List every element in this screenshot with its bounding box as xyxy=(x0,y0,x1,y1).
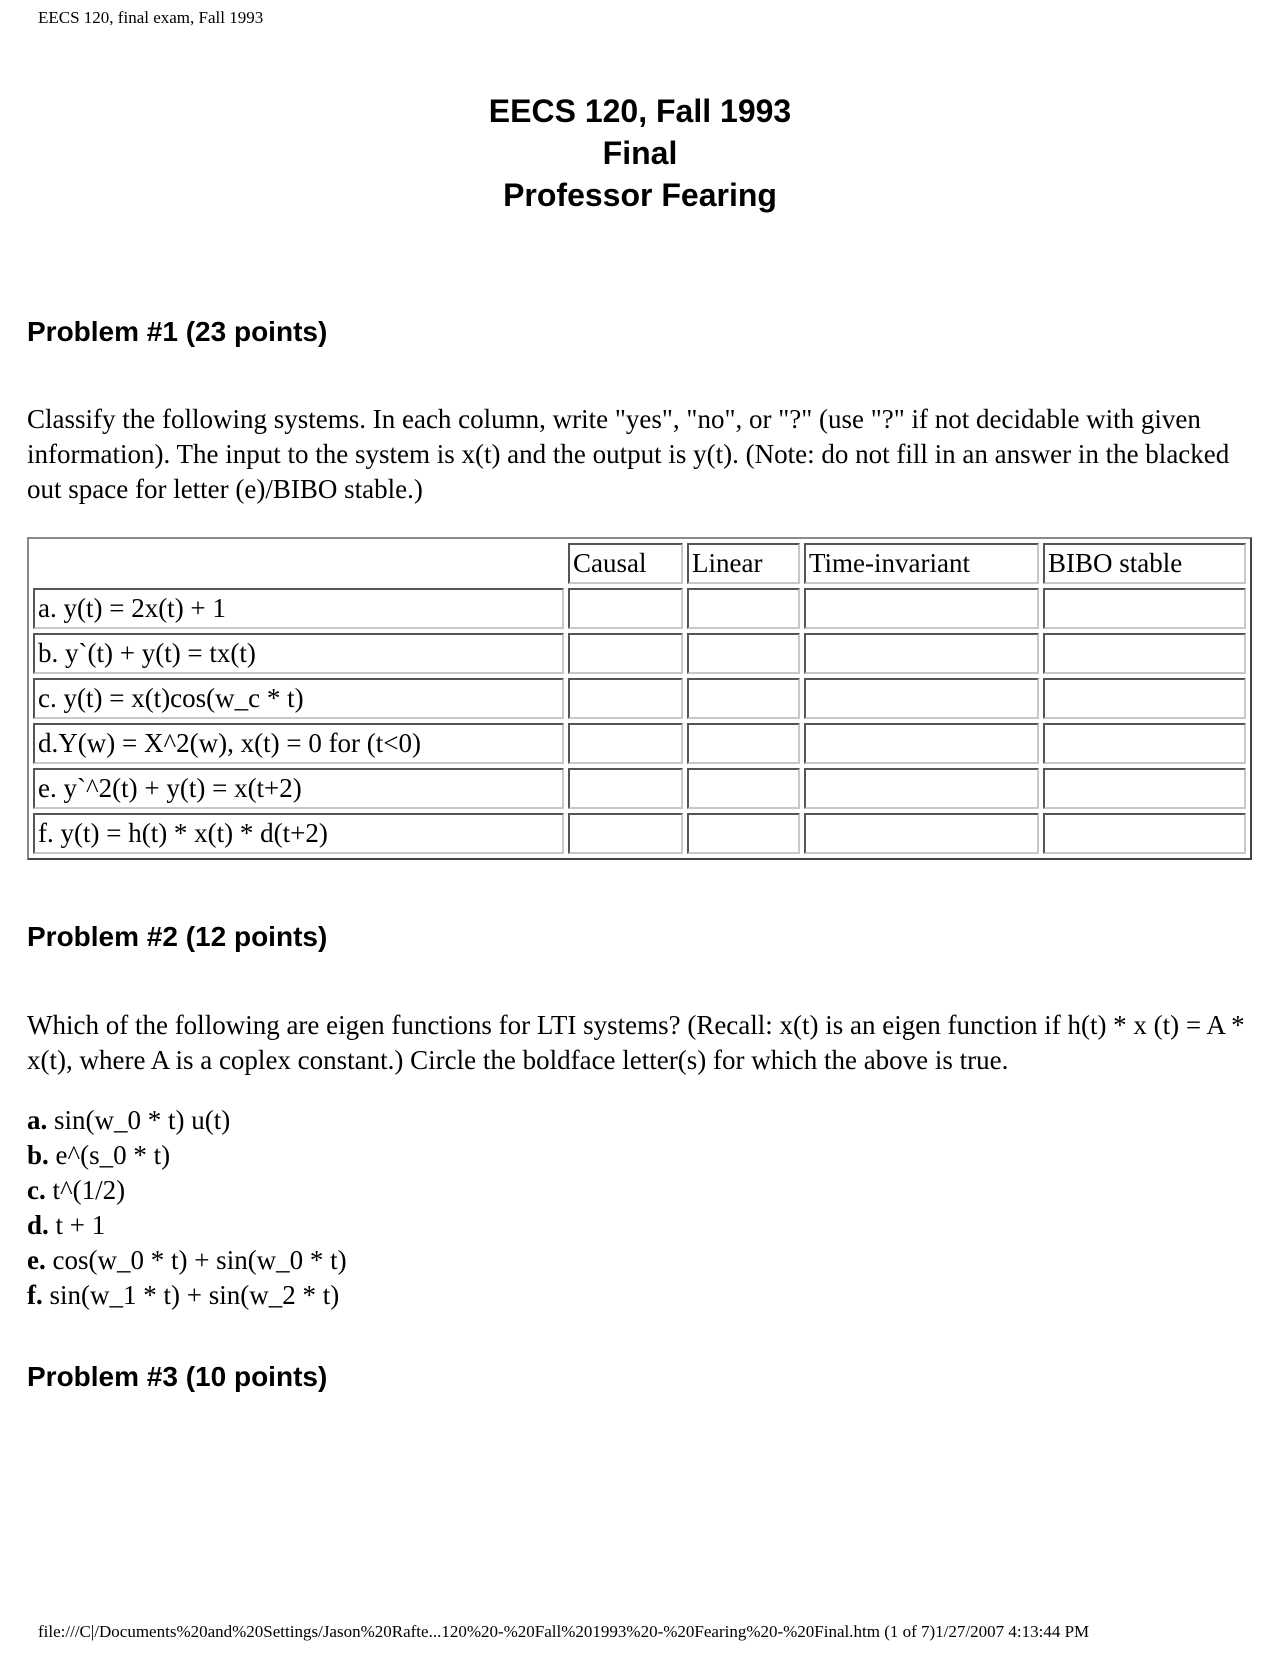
list-item xyxy=(27,1138,347,1173)
answer-cell-causal[interactable] xyxy=(568,678,683,719)
table-header-row xyxy=(33,543,1246,584)
list-item xyxy=(27,1103,347,1138)
answer-cell-time-invariant[interactable] xyxy=(804,633,1039,674)
column-header-bibo-stable: BIBO stable xyxy=(1043,543,1246,584)
answer-cell-causal[interactable] xyxy=(568,768,683,809)
page-footer: file:///C|/Documents%20and%20Settings/Jason%20Rafte...120%20-%20Fall%201993%20-%20Fearing%20-%20Final.htm (1 of 7)1/27/2007 4:13:44 PM xyxy=(38,1622,1090,1641)
column-header-causal: Causal xyxy=(568,543,683,584)
option-text: sin(w_1 * t) + sin(w_2 * t) xyxy=(49,1280,340,1310)
option-text: sin(w_0 * t) u(t) xyxy=(54,1105,231,1135)
option-letter[interactable]: a. xyxy=(27,1105,48,1135)
column-header-time-invariant: Time-invariant xyxy=(804,543,1039,584)
table-row xyxy=(33,633,1246,674)
system-label: e. y`^2(t) + y(t) = x(t+2) xyxy=(33,768,564,809)
answer-cell-time-invariant[interactable] xyxy=(804,723,1039,764)
option-letter[interactable]: b. xyxy=(27,1140,49,1170)
problem2-instructions: Which of the following are eigen functions for LTI systems? (Recall: x(t) is an eigen function if h(t) * x (t) = A * x(t), where A is a coplex constant.) Circle the boldface letter(s) for which the above is true. xyxy=(27,1010,1245,1075)
table-row xyxy=(33,678,1246,719)
list-item xyxy=(27,1208,347,1243)
option-text: t^(1/2) xyxy=(52,1175,126,1205)
page-header: EECS 120, final exam, Fall 1993 xyxy=(38,8,264,27)
answer-cell-bibo-stable[interactable] xyxy=(1043,813,1246,854)
answer-cell-linear[interactable] xyxy=(687,723,800,764)
table-corner xyxy=(33,543,564,584)
answer-cell-time-invariant[interactable] xyxy=(804,813,1039,854)
system-label: f. y(t) = h(t) * x(t) * d(t+2) xyxy=(33,813,564,854)
table-row xyxy=(33,723,1246,764)
answer-cell-linear[interactable] xyxy=(687,588,800,629)
answer-cell-causal[interactable] xyxy=(568,588,683,629)
answer-cell-time-invariant[interactable] xyxy=(804,768,1039,809)
option-letter[interactable]: e. xyxy=(27,1245,46,1275)
option-text: t + 1 xyxy=(55,1210,106,1240)
answer-cell-causal[interactable] xyxy=(568,723,683,764)
answer-cell-linear[interactable] xyxy=(687,678,800,719)
eigen-options-list xyxy=(27,1103,347,1313)
answer-cell-bibo-stable[interactable] xyxy=(1043,588,1246,629)
option-text: cos(w_0 * t) + sin(w_0 * t) xyxy=(52,1245,347,1275)
table-row xyxy=(33,768,1246,809)
system-label: a. y(t) = 2x(t) + 1 xyxy=(33,588,564,629)
classification-table xyxy=(27,537,1252,860)
answer-cell-time-invariant[interactable] xyxy=(804,588,1039,629)
problem1-instructions: Classify the following systems. In each column, write "yes", "no", or "?" (use "?" if not decidable with given information). The input to the system is x(t) and the output is y(t). (Note: do not fill in an answer in the blacked out space for letter (e)/BIBO stable.) xyxy=(27,404,1230,504)
problem2-heading: Problem #2 (12 points) xyxy=(27,921,328,952)
answer-cell-bibo-stable[interactable] xyxy=(1043,723,1246,764)
system-label: b. y`(t) + y(t) = tx(t) xyxy=(33,633,564,674)
list-item xyxy=(27,1278,347,1313)
list-item xyxy=(27,1173,347,1208)
answer-cell-causal[interactable] xyxy=(568,813,683,854)
system-label: d.Y(w) = X^2(w), x(t) = 0 for (t<0) xyxy=(33,723,564,764)
table-row xyxy=(33,813,1246,854)
option-letter[interactable]: c. xyxy=(27,1175,46,1205)
title-course: EECS 120, Fall 1993 xyxy=(488,93,792,129)
column-header-linear: Linear xyxy=(687,543,800,584)
title-exam: Final xyxy=(602,135,678,171)
answer-cell-linear[interactable] xyxy=(687,768,800,809)
answer-cell-time-invariant[interactable] xyxy=(804,678,1039,719)
answer-cell-linear[interactable] xyxy=(687,633,800,674)
problem3-heading: Problem #3 (10 points) xyxy=(27,1361,328,1392)
option-letter[interactable]: d. xyxy=(27,1210,49,1240)
answer-cell-bibo-stable[interactable] xyxy=(1043,633,1246,674)
title-professor: Professor Fearing xyxy=(503,177,777,213)
list-item xyxy=(27,1243,347,1278)
system-label: c. y(t) = x(t)cos(w_c * t) xyxy=(33,678,564,719)
option-letter[interactable]: f. xyxy=(27,1280,43,1310)
answer-cell-causal[interactable] xyxy=(568,633,683,674)
problem1-heading: Problem #1 (23 points) xyxy=(27,316,328,347)
option-text: e^(s_0 * t) xyxy=(55,1140,171,1170)
answer-cell-linear[interactable] xyxy=(687,813,800,854)
exam-title xyxy=(0,90,1280,216)
table-row xyxy=(33,588,1246,629)
answer-cell-bibo-stable[interactable] xyxy=(1043,768,1246,809)
answer-cell-bibo-stable[interactable] xyxy=(1043,678,1246,719)
